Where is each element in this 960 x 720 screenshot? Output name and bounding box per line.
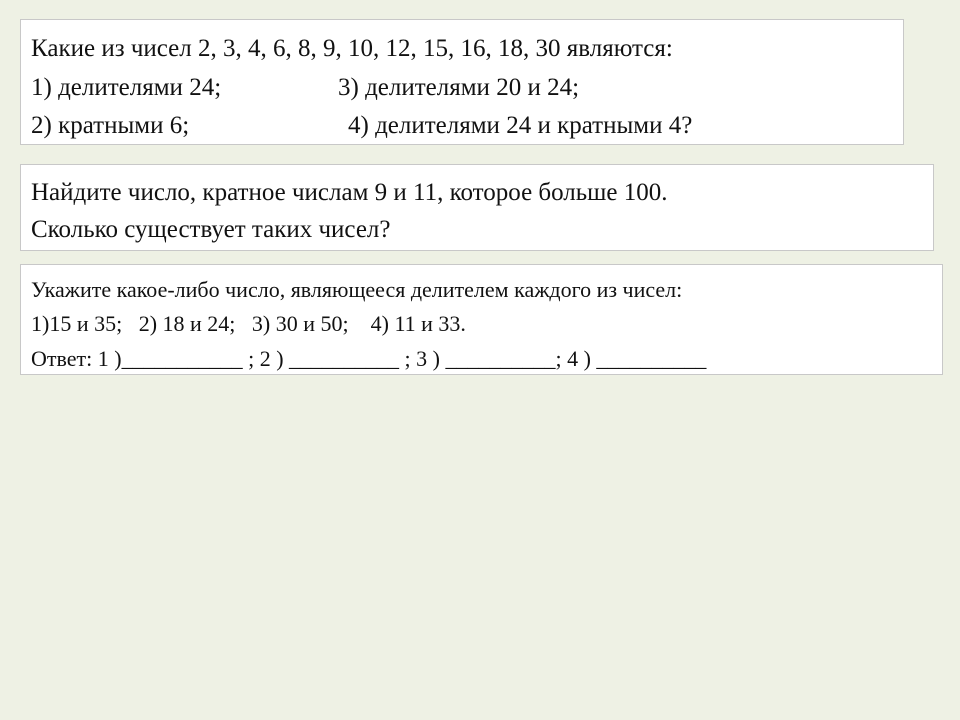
task-1-question: Какие из чисел 2, 3, 4, 6, 8, 9, 10, 12, 15, 16, 18, 30 являются: <box>31 35 673 62</box>
task-3-answer-line: Ответ: 1 )___________ ; 2 ) __________ ; 3 ) __________; 4 ) __________ <box>31 346 707 371</box>
task-2-box <box>20 164 934 251</box>
task-3-box <box>20 264 943 375</box>
task-2-line-1: Найдите число, кратное числам 9 и 11, которое больше 100. <box>31 179 668 206</box>
task-2-line-2: Сколько существует таких чисел? <box>31 216 391 243</box>
task-3-line-2: 1)15 и 35; 2) 18 и 24; 3) 30 и 50; 4) 11 и 33. <box>31 311 466 336</box>
task-3-line-1: Укажите какое-либо число, являющееся делителем каждого из чисел: <box>31 277 683 302</box>
task-1-box <box>20 19 904 145</box>
task-1-option-2: 2) кратными 6; <box>31 112 190 139</box>
task-1-option-4: 4) делителями 24 и кратными 4? <box>348 112 693 139</box>
task-1-option-3: 3) делителями 20 и 24; <box>338 74 580 101</box>
task-1-option-1: 1) делителями 24; <box>31 74 222 101</box>
